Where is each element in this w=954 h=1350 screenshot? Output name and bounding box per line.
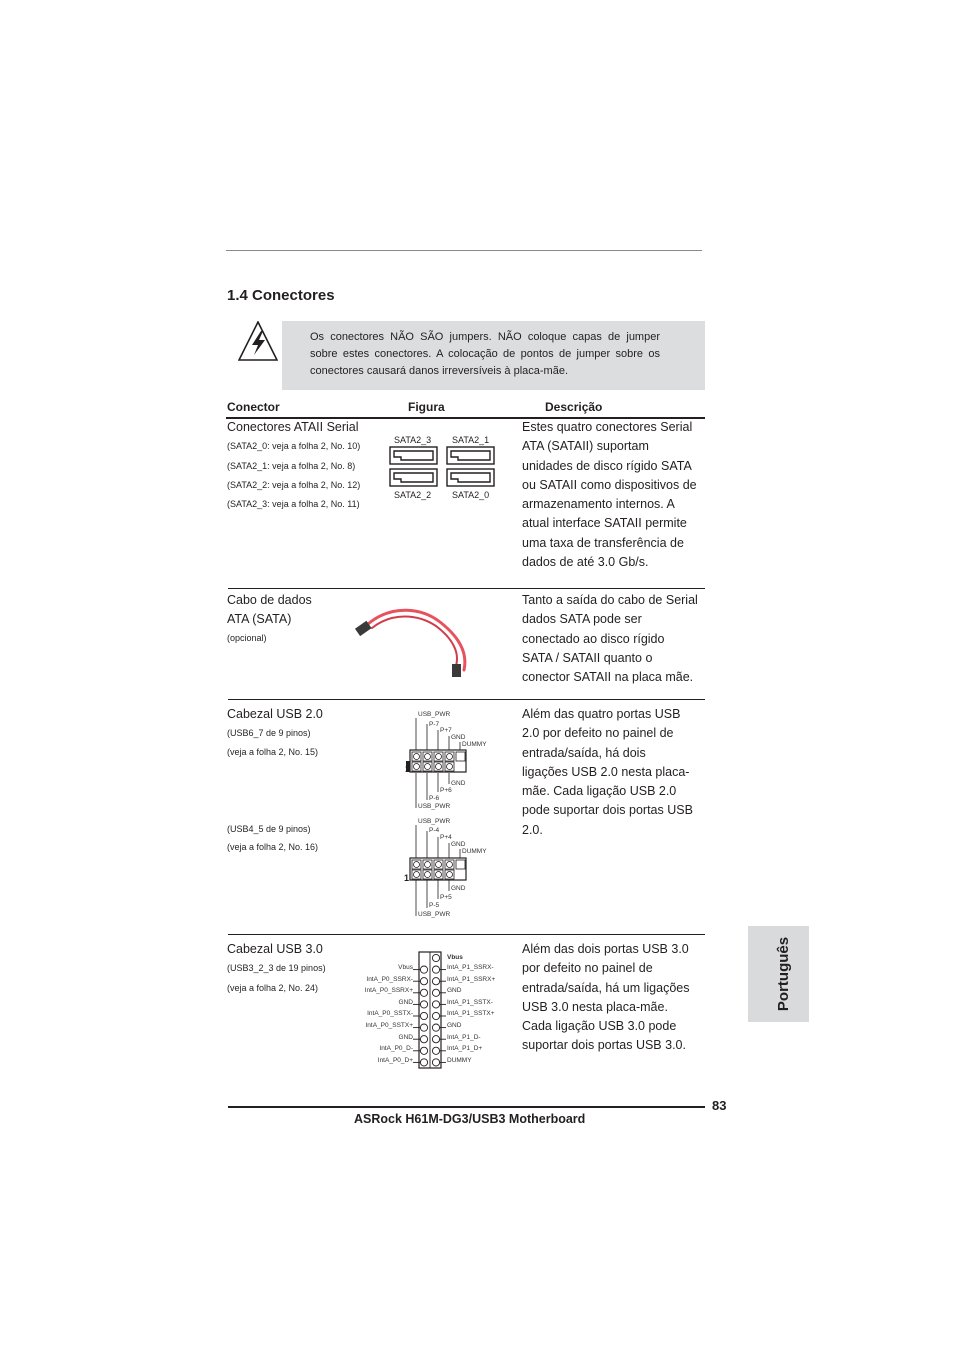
pin-label: DUMMY <box>462 741 487 748</box>
header-connector: Conector <box>227 400 280 414</box>
section-title: 1.4 Conectores <box>227 287 335 304</box>
usb2-note: (veja a folha 2, No. 15) <box>227 747 319 757</box>
usb2-name: Cabezal USB 2.0 <box>227 707 323 721</box>
pin-label: USB_PWR <box>418 818 451 825</box>
pin-label: P-5 <box>429 902 440 909</box>
pin-label: USB_PWR <box>418 911 451 918</box>
sata-label: SATA2_1 <box>452 435 490 445</box>
usb3-description: Além das dois portas USB 3.0 por defeito no painel de entrada/saída, há um ligações USB 3.0 nesta placa-mãe. Cada ligação USB 3.0 pode suportar dois portas USB 3.0. <box>522 942 690 1053</box>
footer-rule <box>228 1106 705 1108</box>
pin-label: P+5 <box>440 894 452 901</box>
sata-connectors-figure <box>389 446 499 488</box>
pin-label: DUMMY <box>462 848 487 855</box>
sata-note: (SATA2_1: veja a folha 2, No. 8) <box>227 461 356 471</box>
usb2-header-figure <box>404 716 494 812</box>
warning-text: Os conectores NÃO SÃO jumpers. NÃO coloque capas de jumper sobre estes conectores. A colocação de pontos de jumper sobre os conectores causará danos irreversíveis à placa-mãe. <box>310 331 660 377</box>
sata-label: SATA2_3 <box>394 435 432 445</box>
top-rule <box>226 250 702 251</box>
usb2-note: (veja a folha 2, No. 16) <box>227 842 319 852</box>
usb3-top-label: Vbus <box>447 954 463 961</box>
cable-description: Tanto a saída do cabo de Serial dados SATA pode ser conectado ao disco rígido SATA / SATAII quanto o conector SATAII na placa mãe. <box>522 593 698 685</box>
cable-name: ATA (SATA) <box>227 612 292 626</box>
page-number: 83 <box>712 1098 727 1113</box>
pin-label: P+6 <box>440 787 452 794</box>
pin-label: USB_PWR <box>418 711 451 718</box>
cable-note: (opcional) <box>227 633 267 643</box>
usb2-note: (USB6_7 de 9 pinos) <box>227 728 311 738</box>
sata-note: (SATA2_3: veja a folha 2, No. 11) <box>227 499 360 509</box>
row-divider <box>228 699 705 700</box>
pin-one-marker: 1 <box>404 873 410 883</box>
sata-label: SATA2_2 <box>394 490 432 500</box>
usb3-left-pins: Vbus IntA_P0_SSRX- IntA_P0_SSRX+ GND IntA_P0_SSTX- IntA_P0_SSTX+ GND IntA_P0_D- IntA_P0_D+ <box>364 964 413 1064</box>
sata-label: SATA2_0 <box>452 490 490 500</box>
header-description: Descrição <box>545 400 603 414</box>
pin-label: GND <box>451 841 466 848</box>
warning-icon <box>238 321 278 361</box>
language-tab-label <box>748 926 809 1022</box>
pin-label: P+4 <box>440 834 452 841</box>
header-figure: Figura <box>408 400 445 414</box>
pin-label: P-4 <box>429 827 440 834</box>
pin-label: GND <box>451 885 466 892</box>
pin-label: P-6 <box>429 795 440 802</box>
usb3-note: (veja a folha 2, No. 24) <box>227 983 319 993</box>
footer-text: ASRock H61M-DG3/USB3 Motherboard <box>354 1112 586 1126</box>
svg-text:Português: Português <box>774 936 792 1012</box>
usb2-header-figure <box>404 823 494 919</box>
usb2-note: (USB4_5 de 9 pinos) <box>227 824 311 834</box>
usb3-right-pins: IntA_P1_SSRX- IntA_P1_SSRX+ GND IntA_P1_SSTX- IntA_P1_SSTX+ GND IntA_P1_D- IntA_P1_D+ DUMMY <box>447 964 496 1064</box>
sata-cable-image <box>352 600 470 678</box>
sata-connector-name: Conectores ATAII Serial <box>227 420 359 434</box>
usb3-header-figure <box>411 950 447 1074</box>
sata-note: (SATA2_2: veja a folha 2, No. 12) <box>227 480 361 490</box>
pin-label: GND <box>451 734 466 741</box>
pin-one-marker: 1 <box>405 764 411 774</box>
usb2-description: Além das quatro portas USB 2.0 por defeito no painel de entrada/saída, há dois ligações USB 2.0 nesta placa- mãe. Cada ligação USB 2.0 pode suportar dois portas USB 2.0. <box>522 707 693 837</box>
sata-description: Estes quatro conectores Serial ATA (SATAII) suportam unidades de disco rígido SATA ou SATAII como dispositivos de armazenamento internos. A atual interface SATAII permite uma taxa de transferência de dados de até 3.0 Gb/s. <box>522 420 697 570</box>
sata-note: (SATA2_0: veja a folha 2, No. 10) <box>227 441 361 451</box>
usb3-note: (USB3_2_3 de 19 pinos) <box>227 963 326 973</box>
usb3-name: Cabezal USB 3.0 <box>227 942 323 956</box>
pin-label: GND <box>451 780 466 787</box>
pin-label: USB_PWR <box>418 803 451 810</box>
row-divider <box>228 588 705 589</box>
pin-label: P-7 <box>429 721 440 728</box>
pin-label: P+7 <box>440 727 452 734</box>
row-divider <box>228 934 705 935</box>
cable-name: Cabo de dados <box>227 593 312 607</box>
